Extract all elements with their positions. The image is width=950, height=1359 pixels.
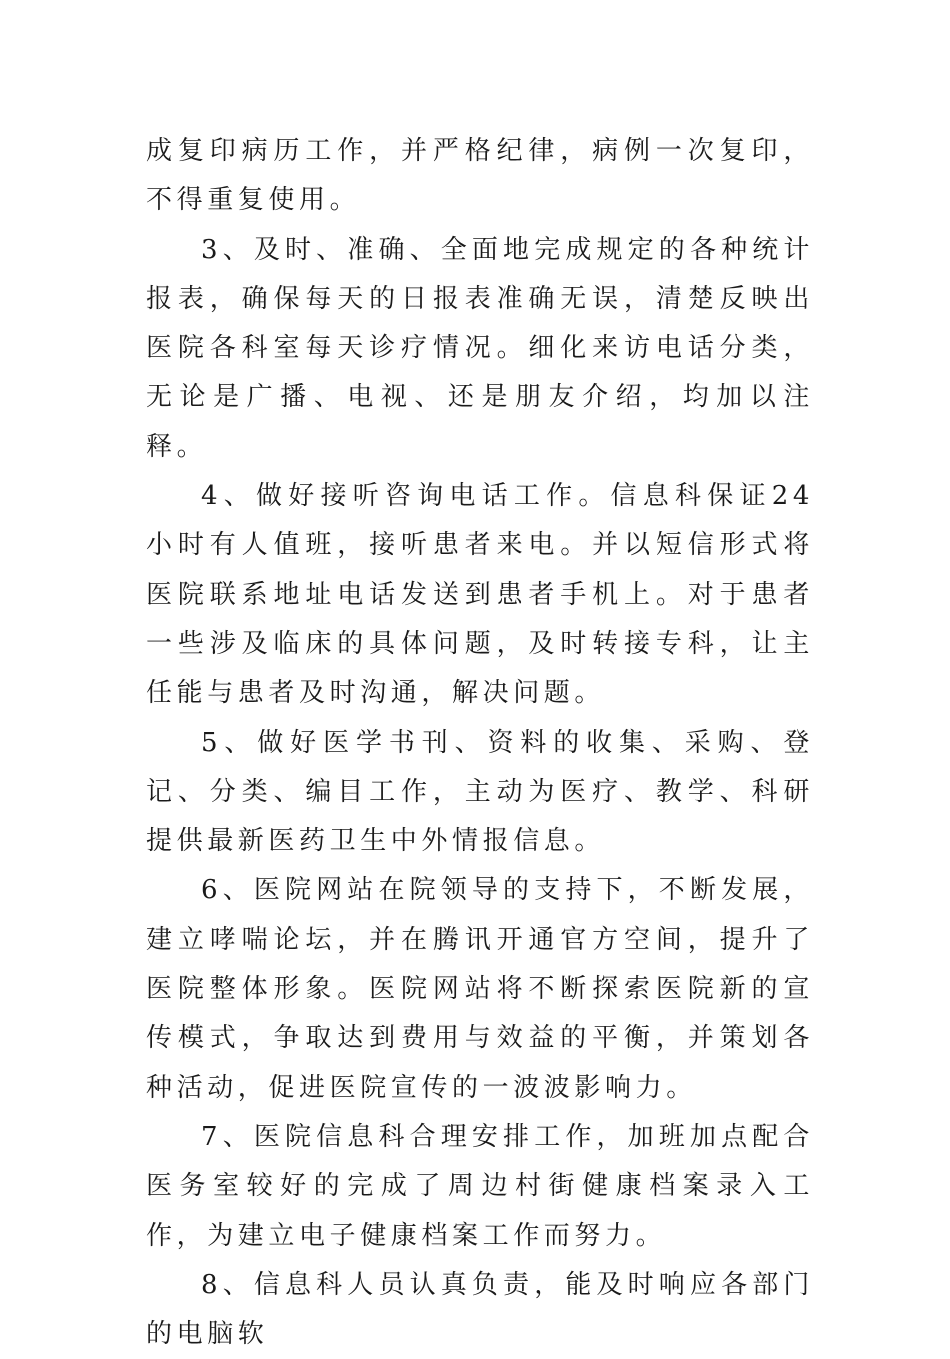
paragraph-item-5: 5、做好医学书刊、资料的收集、采购、登记、分类、编目工作，主动为医疗、教学、科研提供最新医药卫生中外情报信息。 [146,727,814,857]
paragraph-item-4: 4、做好接听咨询电话工作。信息科保证24小时有人值班，接听患者来电。并以短信形式将医院联系地址电话发送到患者手机上。对于患者一些涉及临床的具体问题，及时转接专科，让主任能与患者及时沟通，解决问题。 [146,481,814,709]
paragraph-item-3: 3、及时、准确、全面地完成规定的各种统计报表，确保每天的日报表准确无误，清楚反映出医院各科室每天诊疗情况。细化来访电话分类，无论是广播、电视、还是朋友介绍，均加以注释。 [146,234,814,462]
paragraph-item-6: 6、医院网站在院领导的支持下，不断发展，建立哮喘论坛，并在腾讯开通官方空间，提升了医院整体形象。医院网站将不断探索医院新的宣传模式，争取达到费用与效益的平衡，并策划各种活动，促进医院宣传的一波波影响力。 [146,875,814,1103]
paragraph-item-8: 8、信息科人员认真负责，能及时响应各部门的电脑软 [146,1269,814,1350]
document-body [146,127,814,1359]
paragraph-item-7: 7、医院信息科合理安排工作，加班加点配合医务室较好的完成了周边村街健康档案录入工作，为建立电子健康档案工作而努力。 [146,1121,814,1251]
paragraph-continuation: 成复印病历工作，并严格纪律，病例一次复印，不得重复使用。 [146,136,814,216]
